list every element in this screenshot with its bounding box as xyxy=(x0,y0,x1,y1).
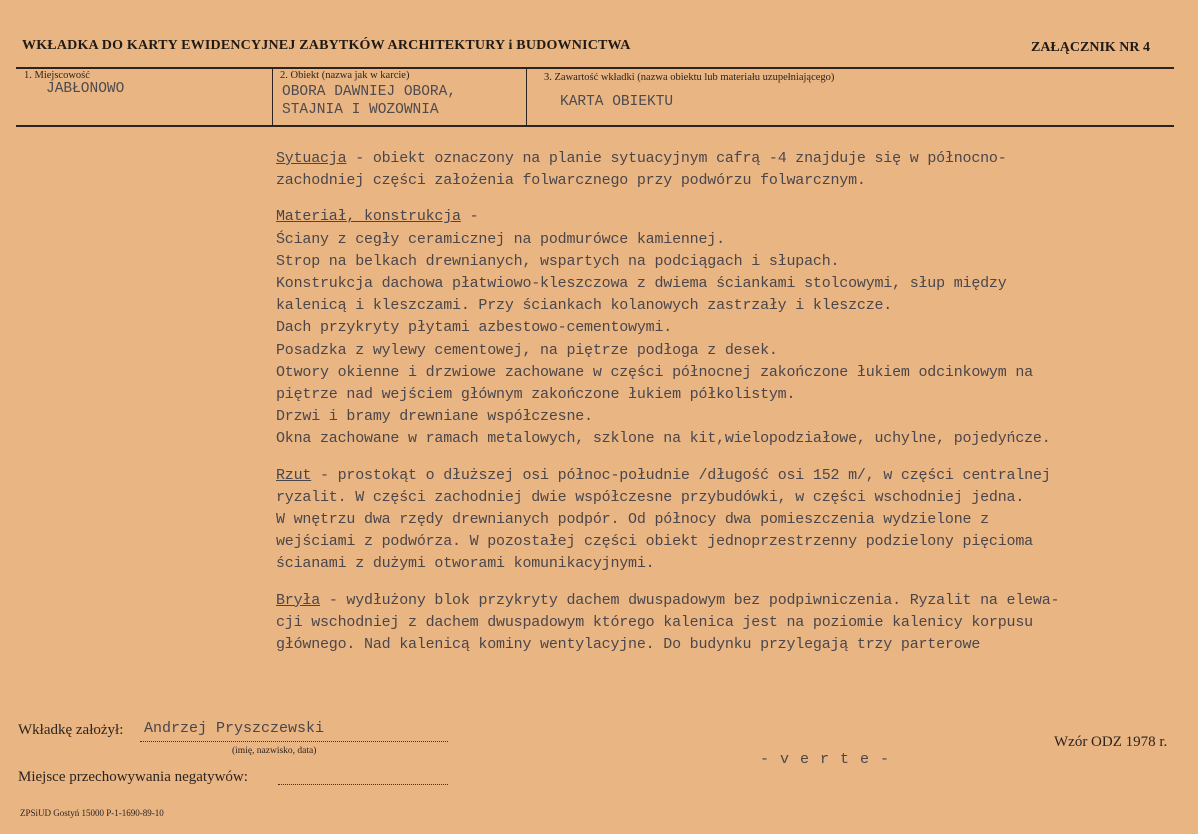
text-line xyxy=(276,148,1191,170)
author-hint: (imię, nazwisko, data) xyxy=(232,746,317,756)
text-line: Okna zachowane w ramach metalowych, szklone na kit,wielopodziałowe, uchylne, pojedyńcze. xyxy=(276,430,1051,448)
text-line: Dach przykryty płytami azbestowo-cementowymi. xyxy=(276,319,673,337)
text-line xyxy=(276,590,1191,612)
text-line: Ściany z cegły ceramicznej na podmurówce kamiennej. xyxy=(276,230,725,248)
document-body xyxy=(276,148,1191,670)
text-line: Drzwi i bramy drewniane współczesne. xyxy=(276,408,593,426)
annex-number: ZAŁĄCZNIK NR 4 xyxy=(1030,40,1150,55)
object-value-line2: STAJNIA I WOZOWNIA xyxy=(282,102,439,118)
header-rule xyxy=(16,67,1174,69)
text-line: Strop na belkach drewnianych, wspartych na podciągach i słupach. xyxy=(276,252,840,270)
contents-label: 3. Zawartość wkładki (nazwa obiektu lub materiału uzupełniającego) xyxy=(544,72,835,83)
text-line: ścianami z dużymi otworami komunikacyjnymi. xyxy=(276,555,655,573)
text-line-rest: - obiekt oznaczony na planie sytuacyjnym cafrą -4 znajduje się w północno- xyxy=(346,150,1007,167)
text-line: Otwory okienne i drzwiowe zachowane w części północnej zakończone łukiem odcinkowym na xyxy=(276,363,1033,381)
section-heading: Materiał, konstrukcja xyxy=(276,208,461,226)
text-line: Posadzka z wylewy cementowej, na piętrze podłoga z desek. xyxy=(276,341,778,359)
cell-divider xyxy=(526,67,527,125)
object-value-line1: OBORA DAWNIEJ OBORA, xyxy=(282,84,457,100)
contents-value: KARTA OBIEKTU xyxy=(560,94,674,110)
section-heading: Sytuacja xyxy=(276,150,347,167)
form-title: WKŁADKA DO KARTY EWIDENCYJNEJ ZABYTKÓW ARCHITEKTURY i BUDOWNICTWA xyxy=(22,38,631,53)
locality-label: 1. Miejscowość xyxy=(24,70,90,81)
text-line: piętrze nad wejściem głównym zakończone łukiem półkolistym. xyxy=(276,386,796,404)
section-sytuacja xyxy=(276,148,1191,192)
negatives-line xyxy=(278,784,448,785)
text-line: Konstrukcja dachowa płatwiowo-kleszczowa z dwiema ściankami stolcowymi, słup między xyxy=(276,275,1007,293)
text-line: wejściami z podwórza. W pozostałej części obiekt jednoprzestrzenny podzielony pięcioma xyxy=(276,533,1033,551)
author-value: Andrzej Pryszczewski xyxy=(144,720,325,737)
printer-imprint: ZPSiUD Gostyń 15000 P-1-1690-89-10 xyxy=(20,808,164,818)
text-line: kalenicą i kleszczami. Przy ściankach kolanowych zastrzały i kleszcze. xyxy=(276,297,893,315)
negatives-label: Miejsce przechowywania negatywów: xyxy=(18,769,248,785)
text-line xyxy=(276,206,1191,228)
section-material xyxy=(276,206,1191,450)
cell-divider xyxy=(272,67,273,125)
text-line-rest: - wydłużony blok przykryty dachem dwuspadowym bez podpiwniczenia. Ryzalit na elewa- xyxy=(320,591,1060,609)
heading-suffix: - xyxy=(460,208,479,226)
fields-bottom-rule xyxy=(16,125,1174,127)
text-line: W wnętrzu dwa rzędy drewnianych podpór. Od północy dwa pomieszczenia wydzielone z xyxy=(276,511,989,529)
section-rzut xyxy=(276,465,1191,576)
author-label: Wkładkę założył: xyxy=(18,722,124,738)
text-line: głównego. Nad kalenicą kominy wentylacyjne. Do budynku przylegają trzy parterowe xyxy=(276,636,981,654)
section-bryla xyxy=(276,590,1191,657)
text-line: cji wschodniej z dachem dwuspadowym którego kalenica jest na poziomie kalenicy korpusu xyxy=(276,613,1033,631)
section-heading: Bryła xyxy=(276,591,321,609)
author-line xyxy=(140,741,448,742)
text-line xyxy=(276,465,1191,487)
verte-mark: - v e r t e - xyxy=(760,751,891,768)
form-code: Wzór ODZ 1978 r. xyxy=(1054,734,1168,750)
text-line: ryzalit. W części zachodniej dwie współczesne przybudówki, w części wschodniej jedna. xyxy=(276,488,1025,506)
object-label: 2. Obiekt (nazwa jak w karcie) xyxy=(280,70,410,81)
text-line-rest: - prostokąt o dłuższej osi północ-południe /długość osi 152 m/, w części centralnej xyxy=(311,466,1051,484)
text-line: zachodniej części założenia folwarcznego przy podwórzu folwarcznym. xyxy=(276,172,866,190)
section-heading: Rzut xyxy=(276,466,312,484)
locality-value: JABŁONOWO xyxy=(46,81,125,97)
